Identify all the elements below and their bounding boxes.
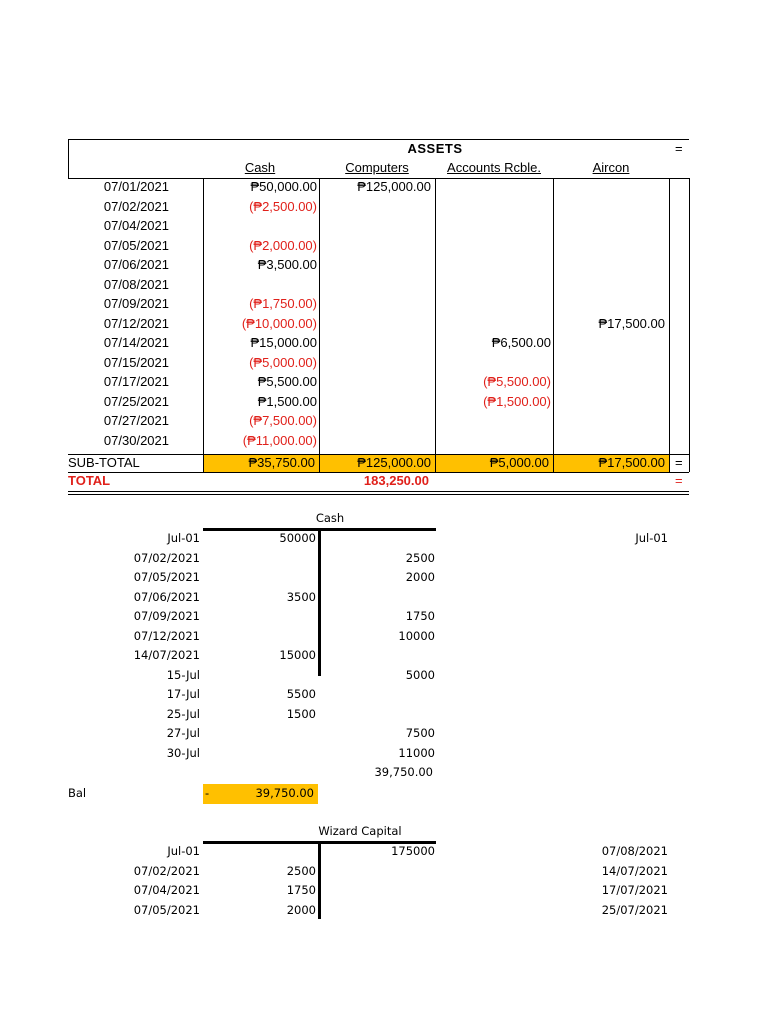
assets-title: ASSETS: [407, 141, 463, 156]
receivable-value: (₱1,500.00): [483, 393, 551, 409]
capital-entry-date: 07/05/2021: [133, 902, 200, 917]
cash-right-header-date: Jul-01: [635, 531, 668, 545]
capital-entry-date: 07/02/2021: [133, 863, 200, 878]
cash-balance-value: 39,750.00: [255, 785, 314, 800]
row-date: 07/02/2021: [103, 198, 169, 214]
receivable-value: (₱5,500.00): [483, 374, 551, 389]
cash-entry-date: 07/06/2021: [133, 589, 200, 604]
cash-value: (₱10,000.00): [241, 315, 317, 331]
header-cash: Cash: [244, 160, 276, 175]
row-date: 07/01/2021: [103, 179, 169, 194]
row-date: 07/27/2021: [103, 413, 169, 428]
row-date: 07/15/2021: [103, 354, 169, 370]
cash-entry-date: 07/05/2021: [133, 570, 200, 584]
cash-account-center-bar: [318, 528, 321, 676]
capital-entry-date: 07/04/2021: [133, 883, 200, 897]
capital-account-center-bar: [318, 841, 321, 919]
cash-entry-date: Jul-01: [167, 531, 200, 545]
subtotal-aircon: ₱17,500.00: [598, 455, 665, 470]
cash-entry-debit: 15000: [279, 648, 316, 662]
header-computers: Computers: [345, 160, 409, 175]
total-equals: =: [675, 473, 683, 488]
cash-entry-credit: 11000: [398, 745, 435, 760]
cash-entry-date: 30-Jul: [166, 745, 200, 760]
cash-entry-date: 25-Jul: [166, 706, 200, 721]
cash-value: (₱5,000.00): [249, 354, 317, 370]
cash-value: (₱11,000.00): [242, 432, 317, 448]
row-date: 07/25/2021: [103, 393, 169, 409]
cash-entry-debit: 3500: [286, 589, 316, 604]
capital-right-date: 14/07/2021: [601, 863, 668, 878]
row-date: 07/04/2021: [103, 218, 169, 233]
capital-entry-credit: 175000: [391, 844, 435, 858]
cash-value: (₱2,500.00): [249, 198, 317, 214]
header-accounts-receivable: Accounts Rcble.: [447, 160, 541, 175]
capital-right-date: 07/08/2021: [601, 844, 668, 858]
cash-entry-date: 07/12/2021: [133, 628, 200, 643]
column-divider: [669, 178, 670, 454]
row-date: 07/05/2021: [103, 237, 169, 253]
capital-entry-date: Jul-01: [167, 844, 200, 858]
row-date: 07/14/2021: [103, 335, 169, 350]
subtotal-cash: ₱35,750.00: [248, 455, 315, 470]
capital-entry-debit: 1750: [286, 883, 316, 897]
total-double-border-2: [68, 494, 689, 495]
header-equals-sign: =: [675, 141, 683, 156]
cash-entry-debit: 50000: [279, 531, 316, 545]
cash-entry-date: 17-Jul: [166, 687, 200, 701]
subtotal-receivable: ₱5,000.00: [489, 455, 549, 470]
cash-value: (₱7,500.00): [249, 413, 317, 428]
cash-entry-credit: 7500: [405, 726, 435, 740]
row-date: 07/06/2021: [103, 257, 169, 272]
subtotal-divider: [669, 454, 670, 472]
cash-entry-debit: 5500: [286, 687, 316, 701]
capital-right-date: 17/07/2021: [601, 883, 668, 897]
row-date: 07/09/2021: [103, 296, 169, 311]
row-date: 07/17/2021: [103, 374, 169, 389]
capital-entry-debit: 2500: [286, 863, 316, 878]
cash-entry-date: 27-Jul: [166, 726, 200, 740]
subtotal-label: SUB-TOTAL: [68, 455, 140, 470]
column-divider: [319, 178, 320, 454]
receivable-value: ₱6,500.00: [491, 335, 551, 350]
row-date: 07/08/2021: [103, 276, 169, 292]
cash-value: (₱2,000.00): [249, 237, 317, 253]
subtotal-divider: [689, 454, 690, 472]
capital-account-title: Wizard Capital: [318, 824, 402, 838]
cash-entry-debit: 1500: [286, 706, 316, 721]
cash-value: ₱5,500.00: [257, 374, 317, 389]
cash-entry-date: 07/02/2021: [133, 550, 200, 565]
header-aircon: Aircon: [592, 160, 630, 175]
cash-credit-total: 39,750.00: [374, 765, 433, 779]
cash-account-title: Cash: [315, 511, 345, 525]
total-label: TOTAL: [68, 473, 111, 488]
cash-entry-date: 15-Jul: [166, 667, 200, 682]
total-double-border-1: [68, 491, 689, 492]
cash-entry-credit: 1750: [405, 609, 435, 623]
cash-entry-credit: 10000: [398, 628, 435, 643]
table-top-border: [68, 139, 689, 140]
capital-entry-debit: 2000: [286, 902, 316, 917]
cash-value: (₱1,750.00): [249, 296, 317, 311]
cash-entry-credit: 2500: [405, 550, 435, 565]
cash-balance-label: Bal: [68, 785, 87, 800]
subtotal-computers: ₱125,000.00: [357, 455, 431, 470]
subtotal-equals: =: [675, 455, 683, 470]
cash-entry-date: 07/09/2021: [133, 609, 200, 623]
cash-value: ₱1,500.00: [257, 393, 317, 409]
cash-value: ₱15,000.00: [250, 335, 317, 350]
column-divider: [435, 178, 436, 454]
cash-entry-credit: 5000: [405, 667, 435, 682]
table-left-border: [68, 139, 69, 178]
cash-value: ₱50,000.00: [250, 179, 317, 194]
row-date: 07/12/2021: [103, 315, 169, 331]
computers-value: ₱125,000.00: [357, 179, 431, 194]
aircon-value: ₱17,500.00: [598, 315, 665, 331]
column-divider: [689, 178, 690, 454]
cash-entry-credit: 2000: [405, 570, 435, 584]
cash-entry-date: 14/07/2021: [133, 648, 200, 662]
total-value: 183,250.00: [363, 473, 429, 488]
cash-value: ₱3,500.00: [257, 257, 317, 272]
capital-right-date: 25/07/2021: [601, 902, 668, 917]
row-date: 07/30/2021: [103, 432, 169, 448]
cash-balance-dash: -: [205, 785, 210, 800]
